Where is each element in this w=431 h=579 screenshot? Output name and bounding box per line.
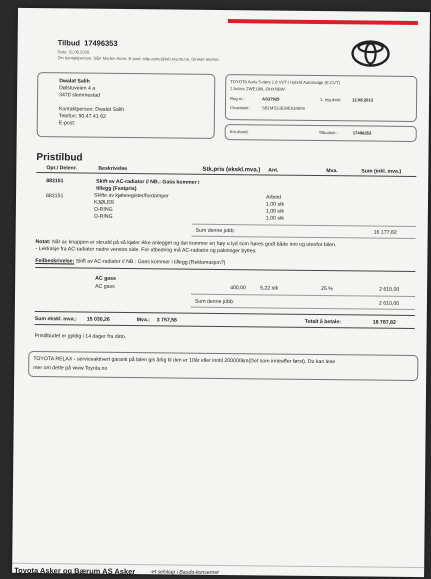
- col-sum: Sum (inkl. mva.): [361, 168, 402, 175]
- footer-tagline: -et selskap i Bauda-konsernet: [150, 569, 219, 576]
- job1-title-1: Skift av AC-radiator // NB.: Gass kommer i: [96, 178, 200, 186]
- total-value: 18 787,82: [372, 319, 396, 326]
- job2-qty: 5,22 stk: [260, 285, 279, 292]
- offer-document: [12, 8, 430, 577]
- fault-line: [35, 258, 225, 266]
- customer-contact: Kontaktperson: Dwalat Salih: [58, 106, 125, 113]
- contact-line: Din kontaktperson: Silje Marlen Aune, E-post: silje.aune@tab.toyota.no, Direkte telefon:: [57, 55, 220, 62]
- job2-vat: 25 %: [321, 286, 333, 293]
- job1-sum-rule-bottom: [192, 236, 416, 239]
- job2-sum: 2 610,00: [379, 286, 400, 293]
- job1-line-desc: O-RING: [93, 213, 113, 220]
- first-reg-value: 12.08.2013: [352, 97, 374, 103]
- job1-code: 883151: [46, 178, 64, 185]
- job1-sum-label: Sum denne jobb:: [195, 227, 235, 235]
- relax-line-2: mer om dette på www.Toyota.no: [33, 365, 108, 372]
- doc-title: [58, 38, 118, 48]
- note-label: Notat:: [35, 239, 51, 246]
- job1-line-qty: 1,00 stk: [265, 215, 285, 222]
- km-label: Km.stand:: [229, 129, 249, 135]
- reg-label: Reg.nr.:: [230, 96, 245, 102]
- brand-stripe: [228, 19, 418, 25]
- footer-company: Toyota Asker og Bærum AS Asker: [14, 565, 136, 577]
- job2-price: 400,00: [230, 285, 246, 292]
- fault-label: Feilbeskrivelse:: [35, 258, 75, 265]
- job1-code-2: 883151: [46, 193, 64, 200]
- totals-rule-bottom: [35, 324, 415, 329]
- toyota-logo-icon: [350, 39, 390, 67]
- validity-text: Pristilbudet er gyldig i 14 dager fra dato.: [34, 333, 127, 340]
- section-title: Pristilbud: [36, 152, 83, 164]
- total-vat-value: 3 757,56: [156, 317, 177, 324]
- fault-rule: [35, 267, 415, 272]
- total-ex-value: 15 030,26: [86, 316, 110, 323]
- chassis-label: Chassisnr.:: [229, 105, 251, 111]
- total-ex-label: Sum ekskl. mva.:: [34, 316, 77, 323]
- offer-value: 17496353: [352, 130, 372, 136]
- offer-label: Tilbudsnr.:: [318, 129, 338, 136]
- offer-date: Dato: 11.08.2026: [57, 49, 90, 55]
- job2-sum-rule-bottom: [191, 307, 415, 310]
- col-opr: Opr./ Delenr.: [46, 165, 77, 172]
- reg-value: AS37929: [262, 96, 280, 102]
- customer-name: Dwalat Salih: [59, 78, 90, 85]
- job2-sum-value: 2 610,00: [378, 300, 400, 307]
- job1-sum-value: 16 177,82: [373, 229, 397, 236]
- fault-text: Skift av AC-radiator // NB.: Gass kommer i tillegg (Reklamasjon?): [75, 258, 226, 267]
- job1-line-desc: Skifte av kjøleregister/fordamper: [94, 192, 169, 200]
- customer-city: 3470 slemmestad: [59, 92, 101, 99]
- job2-sum-label: Sum denne jobb:: [194, 298, 235, 306]
- note-text-1: Når ac knappen er skrudd på så kjøler ikke anlegget og det kommer en høy u lyd som høres godt både inni og utenfor bilen.: [51, 239, 337, 249]
- job1-sum-rule: [192, 224, 416, 227]
- job2-sum-rule: [191, 294, 415, 297]
- col-price: Stk.pris (ekskl.mva.): [202, 166, 261, 174]
- job2-item: AC gass: [95, 283, 115, 290]
- col-qty: Ant.: [268, 167, 279, 174]
- first-reg-label: 1. reg.dato:: [320, 97, 342, 103]
- note-text-2: - Lekkasje fra AC-radiator nedre venstre side. For utbedring må AC-radiator og pakninger byttes.: [35, 246, 257, 255]
- job2-title: AC gass: [95, 275, 116, 282]
- customer-email: E-post:: [58, 120, 76, 127]
- total-label: Totalt å betale:: [304, 318, 342, 326]
- job1-line-desc: O-RING: [93, 206, 113, 213]
- job1-title-2: tillegg (Fastpris): [96, 185, 137, 193]
- title-text: Tilbud: [57, 38, 81, 48]
- job1-line-desc: KJØLER: [93, 199, 115, 206]
- relax-line-1: TOYOTA RELAX - serviceaktivert garanti på bilen gis årlig til den er 10år eller inntil 200000km(Det som inntreffer først). Du kan lese: [33, 356, 336, 366]
- total-vat-label: Mva.:: [136, 317, 151, 324]
- col-desc: Beskrivelse: [98, 165, 128, 172]
- totals-rule-top: [35, 311, 415, 316]
- vehicle-model: TOYOTA Auris 5-dørs 1.8 VVT-i Hybrid Automatgir (E-CVT): [230, 79, 340, 86]
- job1-line-qty: 1,00 stk: [265, 208, 285, 215]
- offer-number: 17496353: [84, 38, 118, 48]
- chassis-value: SB1MS3JE30E034609: [261, 105, 305, 111]
- customer-phone: Telefon: 90 47 41 62: [58, 113, 106, 120]
- vehicle-variant: 2 Active ZWE186L-DHXNBW: [230, 86, 285, 92]
- job1-line-qty: Arbeid: [266, 194, 282, 201]
- col-vat: Mva.: [326, 168, 338, 175]
- customer-street: Dølstuveien 4 a: [59, 85, 96, 92]
- job1-line-qty: 1,00 stk: [265, 201, 285, 208]
